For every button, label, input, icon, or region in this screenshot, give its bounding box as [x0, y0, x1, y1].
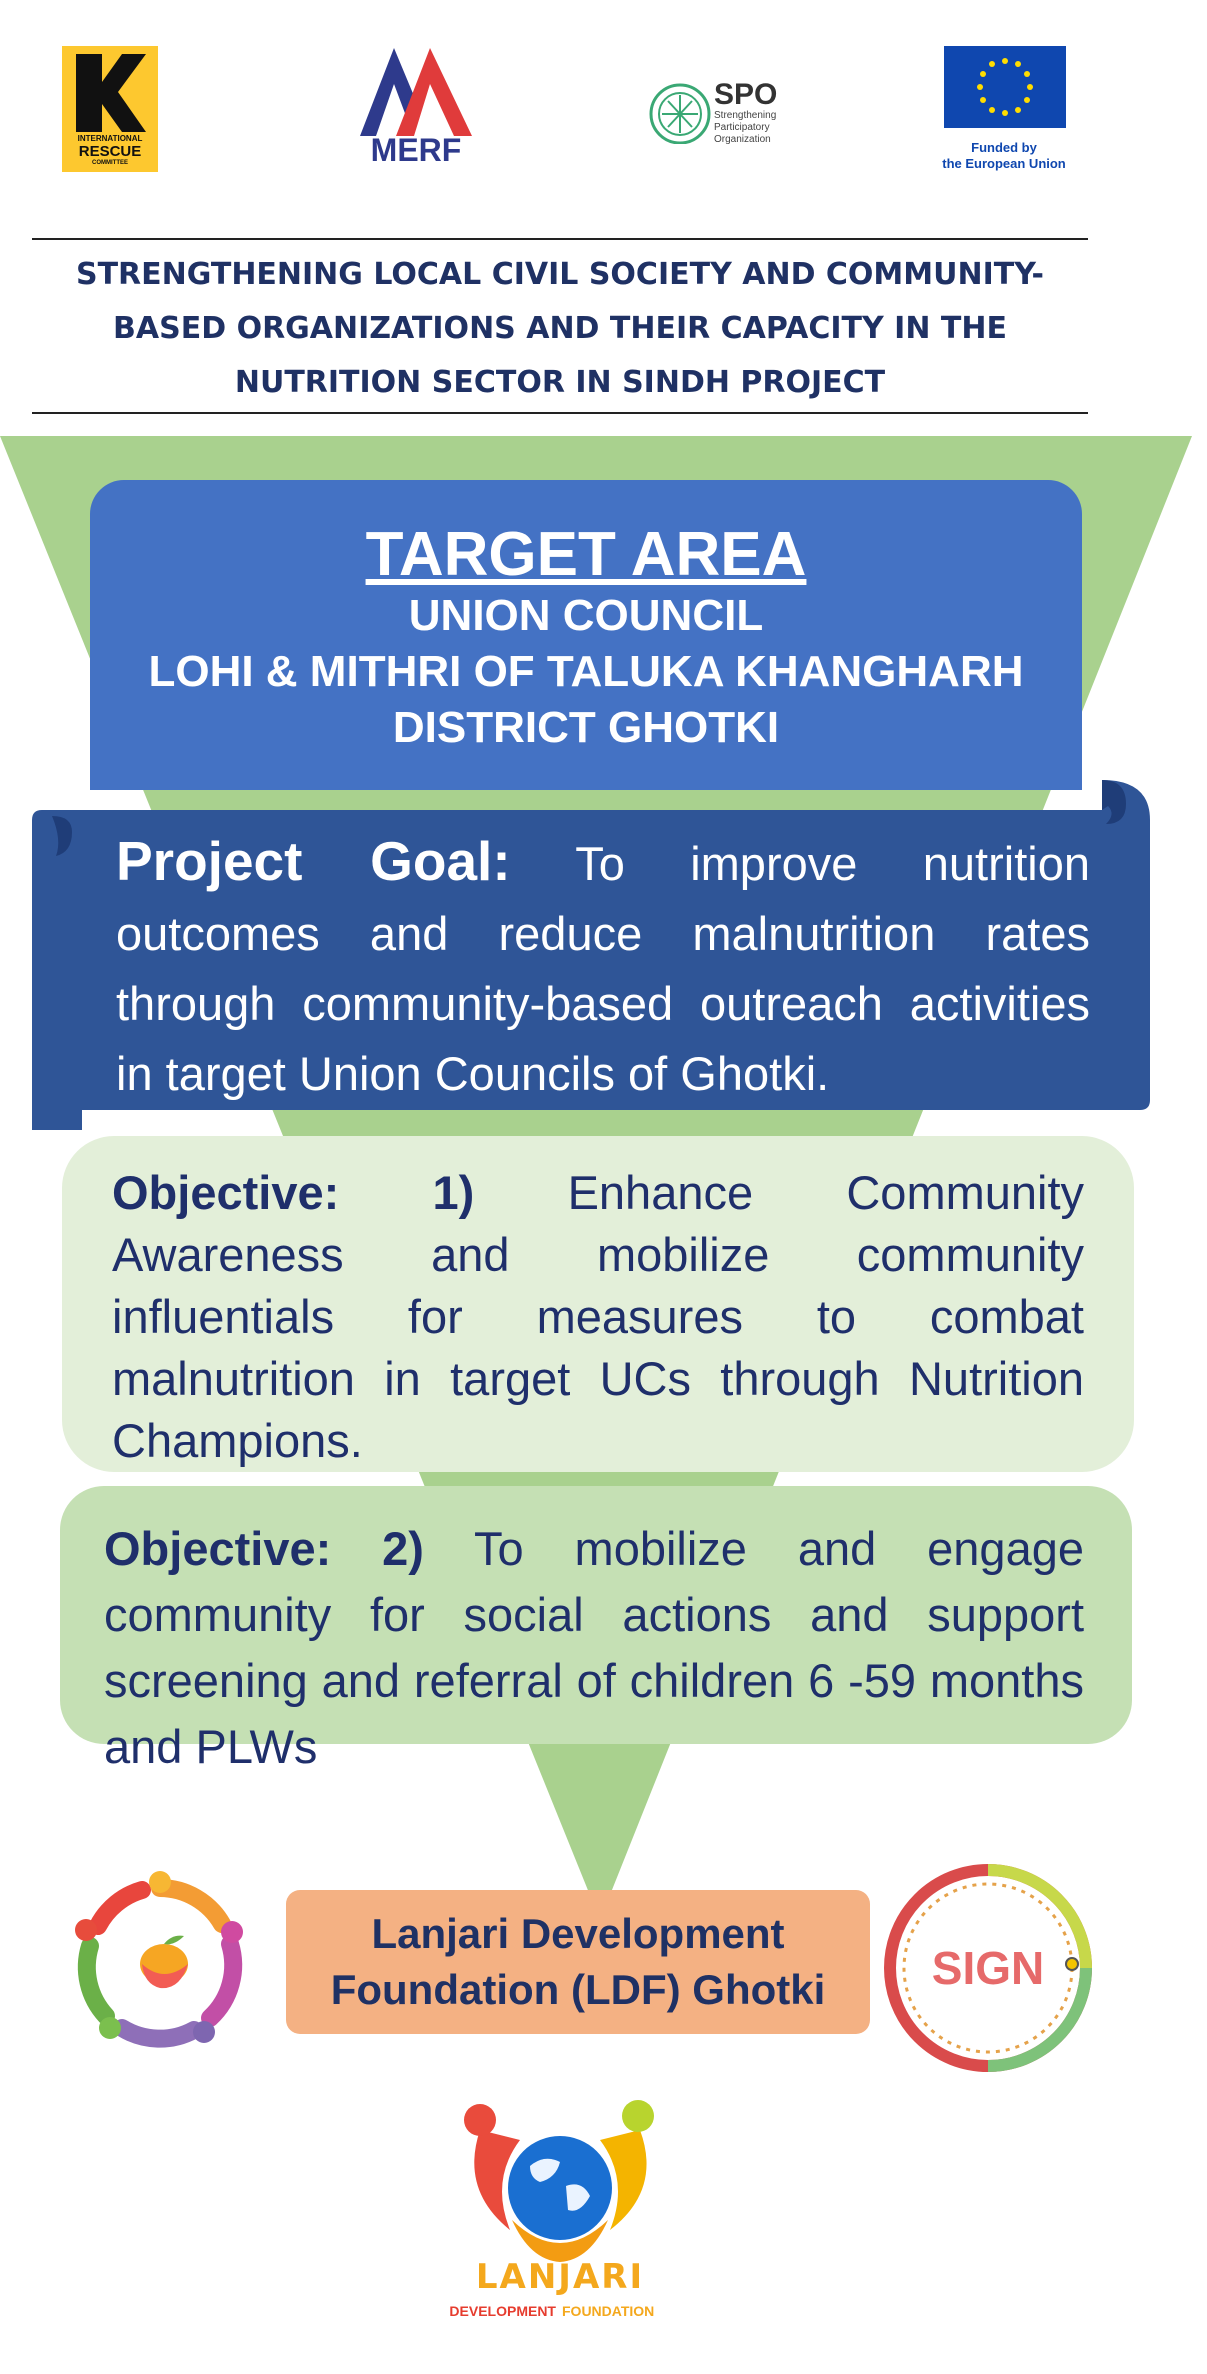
spo-sub-2: Participatory: [714, 122, 770, 133]
sign-logo-text: SIGN: [931, 1942, 1045, 1994]
lanjari-logo-sub-2: FOUNDATION: [562, 2303, 655, 2319]
spo-sub-1: Strengthening: [714, 110, 777, 121]
objective-2-label: Objective: 2): [104, 1522, 424, 1575]
target-area-line-2: LOHI & MITHRI OF TALUKA KHANGHARH: [148, 647, 1024, 696]
sign-logo: [880, 1860, 1096, 2076]
project-title-line-3: NUTRITION SECTOR IN SINDH PROJECT: [234, 365, 886, 400]
spo-text: SPO: [714, 78, 778, 111]
project-goal: [116, 826, 1090, 1109]
organization-line-1: Lanjari Development: [371, 1910, 785, 1957]
organization-name: [286, 1906, 870, 2018]
eu-text-1: Funded by: [971, 140, 1037, 155]
target-area-line-3: DISTRICT GHOTKI: [392, 703, 780, 752]
project-title-line-1: STRENGTHENING LOCAL CIVIL SOCIETY AND COMMUNITY-: [75, 257, 1044, 292]
community-people-icon: [75, 1871, 243, 2043]
merf-mark-icon: [356, 44, 476, 140]
lanjari-globe-icon: [464, 2100, 654, 2262]
target-area-box: [90, 480, 1082, 790]
project-goal-label: Project Goal:: [116, 830, 511, 892]
lanjari-logo-sub-1: DEVELOPMENT: [449, 2303, 556, 2319]
eu-text-2: the European Union: [942, 156, 1066, 171]
project-title: [0, 248, 1120, 410]
objective-1-text: Enhance Community Awareness and mobilize community influentials for measures to combat malnutrition in target UCs through Nutrition Champions.: [112, 1166, 1085, 1467]
eu-logo: [924, 46, 1084, 176]
merf-logo: [356, 44, 476, 168]
irc-text-2: RESCUE: [78, 143, 142, 160]
community-circle-logo: [60, 1860, 260, 2060]
target-area-title: TARGET AREA: [365, 520, 807, 589]
project-title-line-2: BASED ORGANIZATIONS AND THEIR CAPACITY IN THE: [113, 311, 1007, 346]
irc-logo: [62, 46, 158, 172]
lanjari-logo-text: LANJARI: [475, 2257, 645, 2297]
objective-1-label: Objective: 1): [112, 1166, 475, 1219]
objective-2-text: To mobilize and engage community for social actions and support screening and referral of children 6 -59 months and PLWs: [104, 1522, 1084, 1773]
eu-flag-icon: [924, 46, 1084, 130]
irc-text-3: COMMITTEE: [92, 160, 128, 166]
objective-2: [104, 1516, 1084, 1780]
lanjari-logo: [440, 2070, 680, 2340]
header-rule-top: [32, 238, 1088, 240]
spo-sub-3: Organization: [714, 134, 771, 145]
target-area-line-1: UNION COUNCIL: [408, 591, 764, 640]
header-rule-bottom: [32, 412, 1088, 414]
spo-mark-icon: [648, 76, 712, 144]
irc-text-1: INTERNATIONAL: [77, 134, 143, 143]
objective-1: [112, 1162, 1084, 1472]
project-goal-text: To improve nutrition outcomes and reduce malnutrition rates through community-based outreach activities in target Union Councils of Ghotki.: [116, 837, 1090, 1100]
spo-logo: [648, 76, 788, 156]
organization-line-2: Foundation (LDF) Ghotki: [330, 1966, 826, 2013]
merf-text: MERF: [370, 132, 462, 168]
